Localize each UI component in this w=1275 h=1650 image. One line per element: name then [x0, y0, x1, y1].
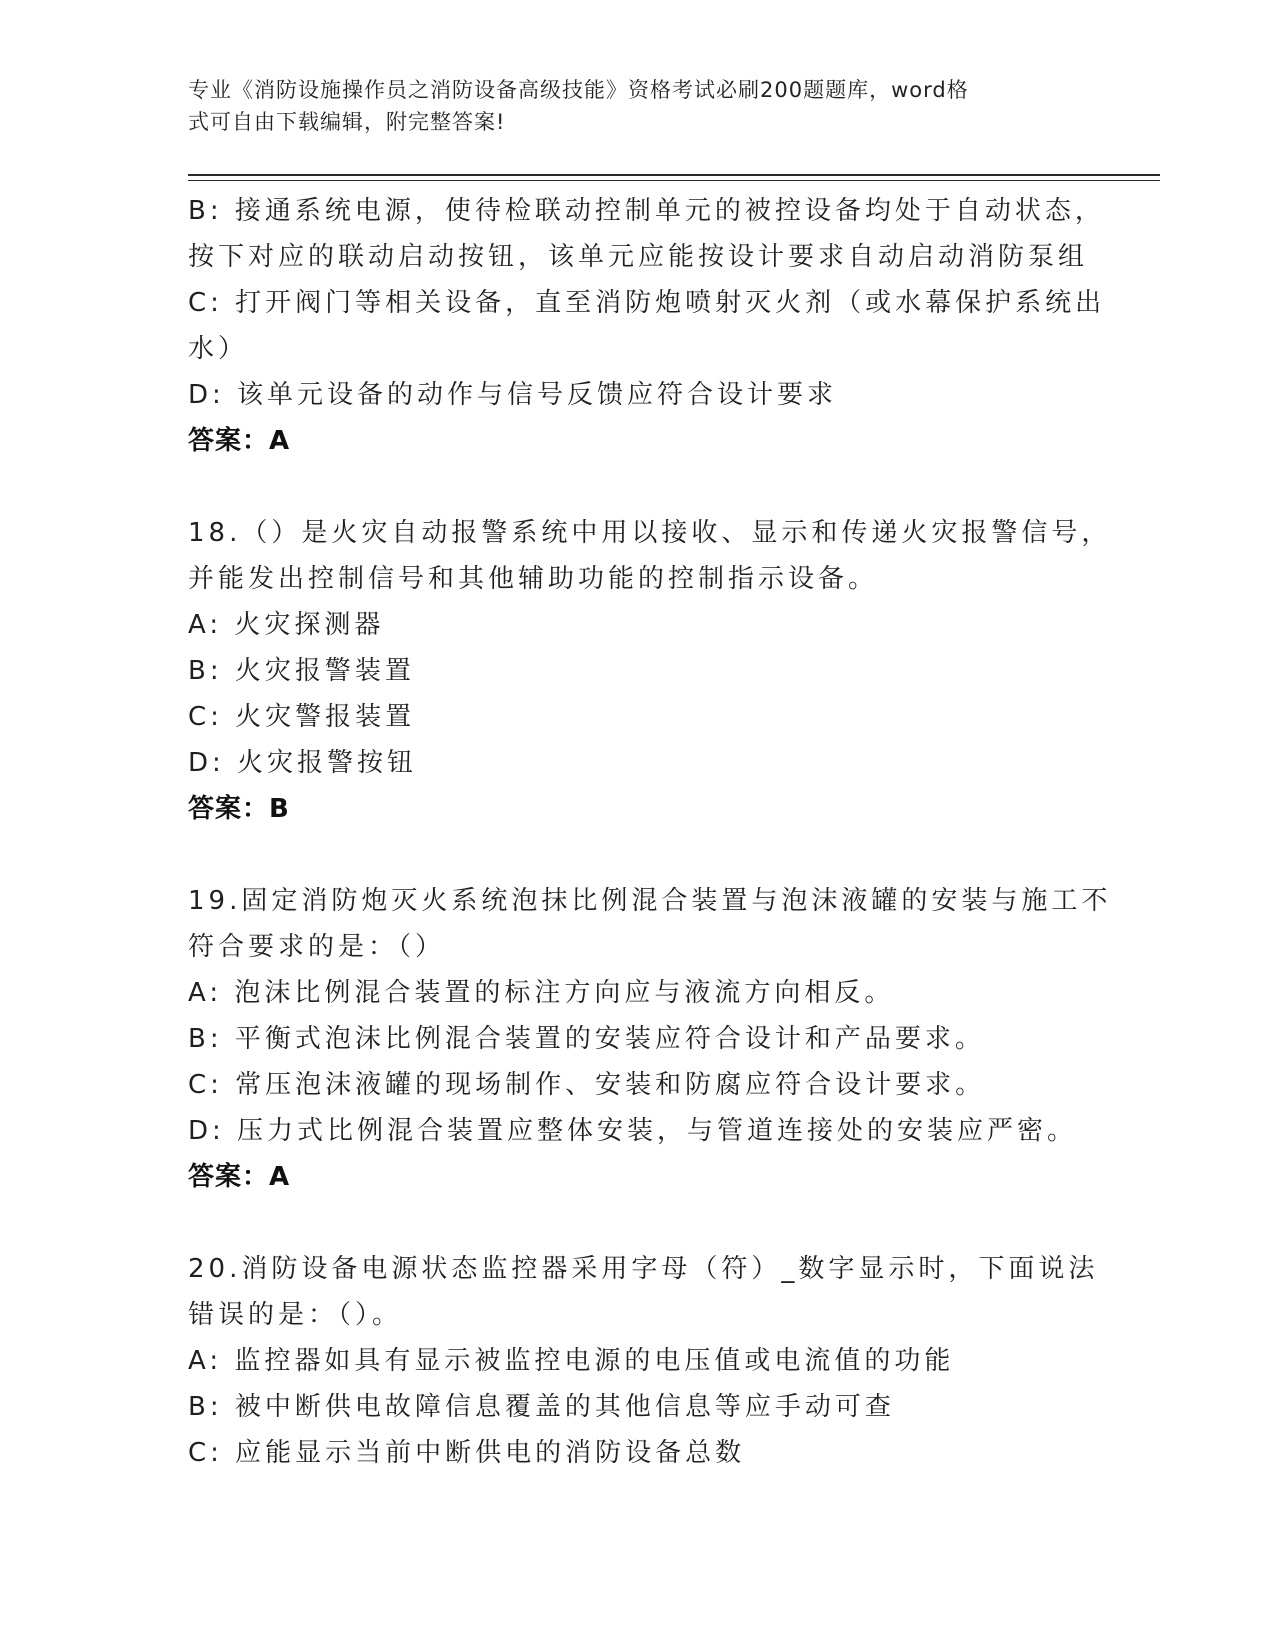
document-body — [188, 188, 1112, 1476]
spacer — [188, 832, 1088, 878]
option-a: A: 泡沫比例混合装置的标注方向应与液流方向相反。 — [188, 978, 895, 1008]
page-header — [188, 74, 1088, 138]
option-c: C: 火灾警报装置 — [188, 702, 416, 732]
option-b: B: 被中断供电故障信息覆盖的其他信息等应手动可查 — [188, 1392, 895, 1422]
question-stem-line-2: 符合要求的是：（） — [188, 932, 446, 962]
question-17-continued — [188, 188, 1106, 464]
header-line-1: 专业《消防设施操作员之消防设备高级技能》资格考试必刷200题题库，word格 — [188, 78, 969, 102]
option-d: D: 火灾报警按钮 — [188, 748, 418, 778]
question-20 — [188, 1246, 1099, 1476]
header-rule-thin — [188, 180, 1160, 181]
header-line-2: 式可自由下载编辑，附完整答案! — [188, 110, 506, 134]
answer-label: 答案：A — [188, 1162, 291, 1192]
option-d: D: 压力式比例混合装置应整体安装，与管道连接处的安装应严密。 — [188, 1116, 1078, 1146]
answer-label: 答案：A — [188, 426, 291, 456]
question-18 — [188, 510, 1112, 832]
spacer — [188, 464, 1088, 510]
option-c: C: 常压泡沫液罐的现场制作、安装和防腐应符合设计要求。 — [188, 1070, 986, 1100]
header-rule-thick — [188, 174, 1160, 176]
option-c-line-2: 水） — [188, 334, 249, 364]
spacer — [188, 1200, 1088, 1246]
option-b-line-1: B: 接通系统电源，使待检联动控制单元的被控设备均处于自动状态， — [188, 196, 1105, 226]
question-19 — [188, 878, 1112, 1200]
option-a: A: 监控器如具有显示被监控电源的电压值或电流值的功能 — [188, 1346, 955, 1376]
option-c-line-1: C: 打开阀门等相关设备，直至消防炮喷射灭火剂（或水幕保护系统出 — [188, 288, 1106, 318]
question-stem-line-1: 20.消防设备电源状态监控器采用字母（符）_数字显示时，下面说法 — [188, 1254, 1099, 1284]
option-b-line-2: 按下对应的联动启动按钮，该单元应能按设计要求自动启动消防泵组 — [188, 242, 1089, 272]
answer-label: 答案：B — [188, 794, 290, 824]
question-stem-line-1: 19.固定消防炮灭火系统泡抹比例混合装置与泡沫液罐的安装与施工不 — [188, 886, 1112, 916]
option-d: D: 该单元设备的动作与信号反馈应符合设计要求 — [188, 380, 838, 410]
option-b: B: 平衡式泡沫比例混合装置的安装应符合设计和产品要求。 — [188, 1024, 985, 1054]
question-stem-line-1: 18.（）是火灾自动报警系统中用以接收、显示和传递火灾报警信号， — [188, 518, 1112, 548]
option-b: B: 火灾报警装置 — [188, 656, 415, 686]
option-c: C: 应能显示当前中断供电的消防设备总数 — [188, 1438, 746, 1468]
option-a: A: 火灾探测器 — [188, 610, 385, 640]
question-stem-line-2: 错误的是：（）。 — [188, 1300, 403, 1330]
question-stem-line-2: 并能发出控制信号和其他辅助功能的控制指示设备。 — [188, 564, 879, 594]
